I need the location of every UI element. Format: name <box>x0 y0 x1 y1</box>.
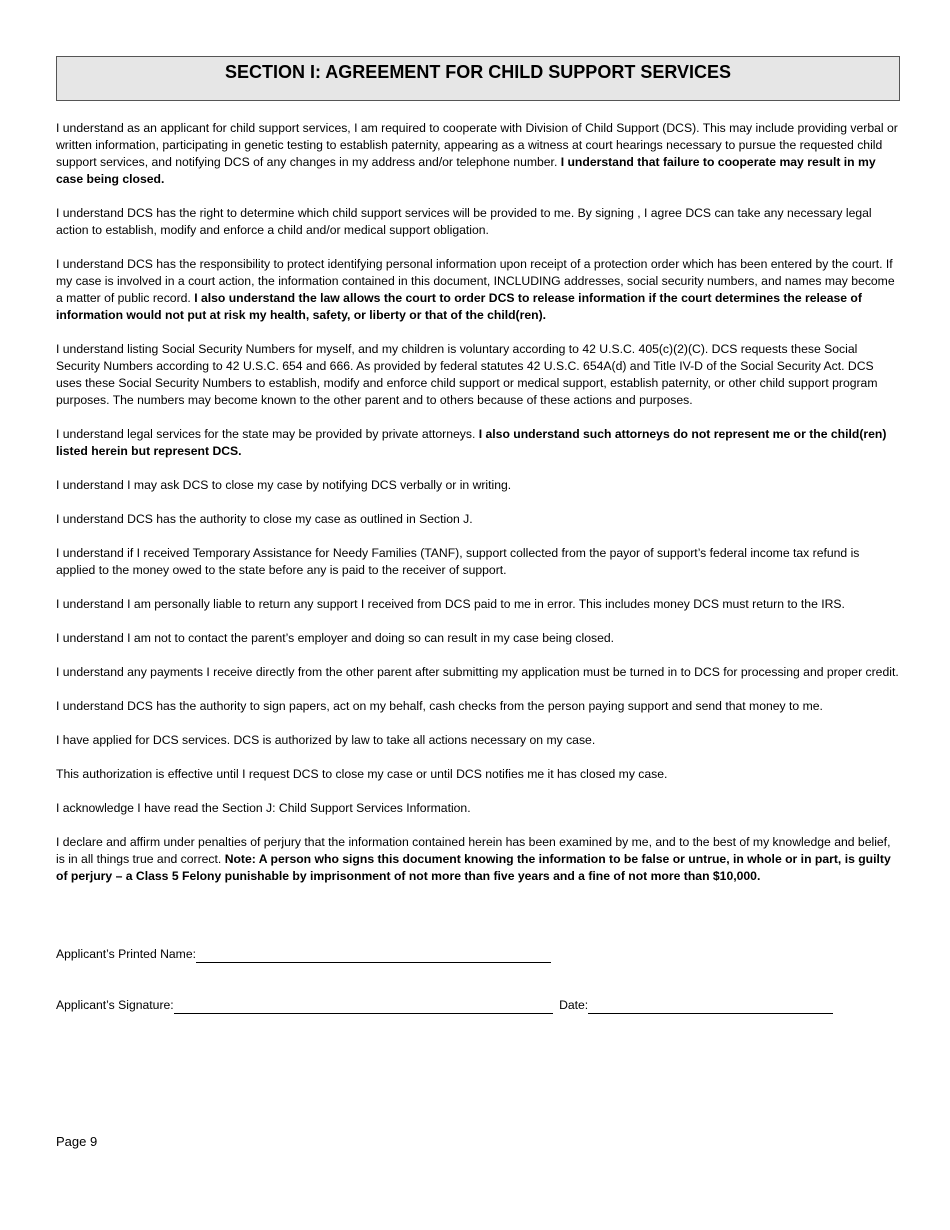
date-field[interactable] <box>588 999 833 1014</box>
signature-row <box>56 997 833 1014</box>
paragraph-cooperation: I understand as an applicant for child support services, I am required to cooperate with Division of Child Support (DCS). This may include providing verbal or written information, participating in genetic testing to establish paternity, appearing as a witness at court hearings necessary to pursue the requested child support services, and notifying DCS of any changes in my address and/or telephone number. I understand that failure to cooperate may result in my case being closed. <box>56 121 898 186</box>
section-title: SECTION I: AGREEMENT FOR CHILD SUPPORT SERVICES <box>224 62 732 82</box>
paragraph-ssn: I understand listing Social Security Numbers for myself, and my children is voluntary according to 42 U.S.C. 405(c)(2)(C). DCS requests these Social Security Numbers according to 42 U.S.C. 654 and 666. As provided by federal statutes 42 U.S.C. 654A(d) and Title IV-D of the Social Security Act. DCS uses these Social Security Numbers to establish, modify and enforce child support or medical support, establish paternity, or other child support program purposes. The numbers may become known to the other parent and to others because of these actions and purposes. <box>56 342 878 407</box>
page-number: Page 9 <box>56 1134 98 1149</box>
paragraph-applied: I have applied for DCS services. DCS is authorized by law to take all actions necessary on my case. <box>56 733 596 747</box>
signature-label: Applicant’s Signature: <box>56 998 174 1012</box>
section-header <box>56 56 900 101</box>
paragraph-sign-authority: I understand DCS has the authority to sign papers, act on my behalf, cash checks from the person paying support and send that money to me. <box>56 699 823 713</box>
paragraph-legal-services: I understand legal services for the state may be provided by private attorneys. I also understand such attorneys do not represent me or the child(ren) listed herein but represent DCS. <box>56 427 887 458</box>
paragraph-authorization-effective: This authorization is effective until I request DCS to close my case or until DCS notifies me it has closed my case. <box>56 767 668 781</box>
paragraph-perjury: I declare and affirm under penalties of perjury that the information contained herein has been examined by me, and to the best of my knowledge and belief, is in all things true and correct. Note: A person who signs this document knowing the information to be false or untrue, in whole or in part, is guilty of perjury – a Class 5 Felony punishable by imprisonment of not more than five years and a fine of not more than $10,000. <box>56 835 891 883</box>
printed-name-field[interactable] <box>196 948 551 963</box>
paragraph-services-determination: I understand DCS has the right to determine which child support services will be provided to me. By signing , I agree DCS can take any necessary legal action to establish, modify and enforce a child and/or medical support obligation. <box>56 206 872 237</box>
signature-field[interactable] <box>174 999 553 1014</box>
paragraph-close-authority: I understand DCS has the authority to close my case as outlined in Section J. <box>56 512 473 526</box>
paragraph-protection-order: I understand DCS has the responsibility to protect identifying personal information upon receipt of a protection order which has been entered by the court. If my case is involved in a court action, the information contained in this document, INCLUDING addresses, social security numbers, and names may become a matter of public record. I also understand the law allows the court to order DCS to release information if the court determines the release of information would not put at risk my health, safety, or liberty or that of the child(ren). <box>56 257 895 322</box>
paragraph-employer: I understand I am not to contact the parent’s employer and doing so can result in my case being closed. <box>56 631 615 645</box>
paragraph-liability: I understand I am personally liable to return any support I received from DCS paid to me in error. This includes money DCS must return to the IRS. <box>56 597 845 611</box>
date-label: Date: <box>559 998 589 1012</box>
paragraph-close-request: I understand I may ask DCS to close my case by notifying DCS verbally or in writing. <box>56 478 512 492</box>
paragraph-direct-payments: I understand any payments I receive directly from the other parent after submitting my application must be turned in to DCS for processing and proper credit. <box>56 665 899 679</box>
agreement-body <box>56 120 902 902</box>
paragraph-acknowledge: I acknowledge I have read the Section J: Child Support Services Information. <box>56 801 471 815</box>
printed-name-row <box>56 946 551 963</box>
printed-name-label: Applicant’s Printed Name: <box>56 947 197 961</box>
paragraph-tanf: I understand if I received Temporary Assistance for Needy Families (TANF), support collected from the payor of support’s federal income tax refund is applied to the money owed to the state before any is paid to the receiver of support. <box>56 546 860 577</box>
